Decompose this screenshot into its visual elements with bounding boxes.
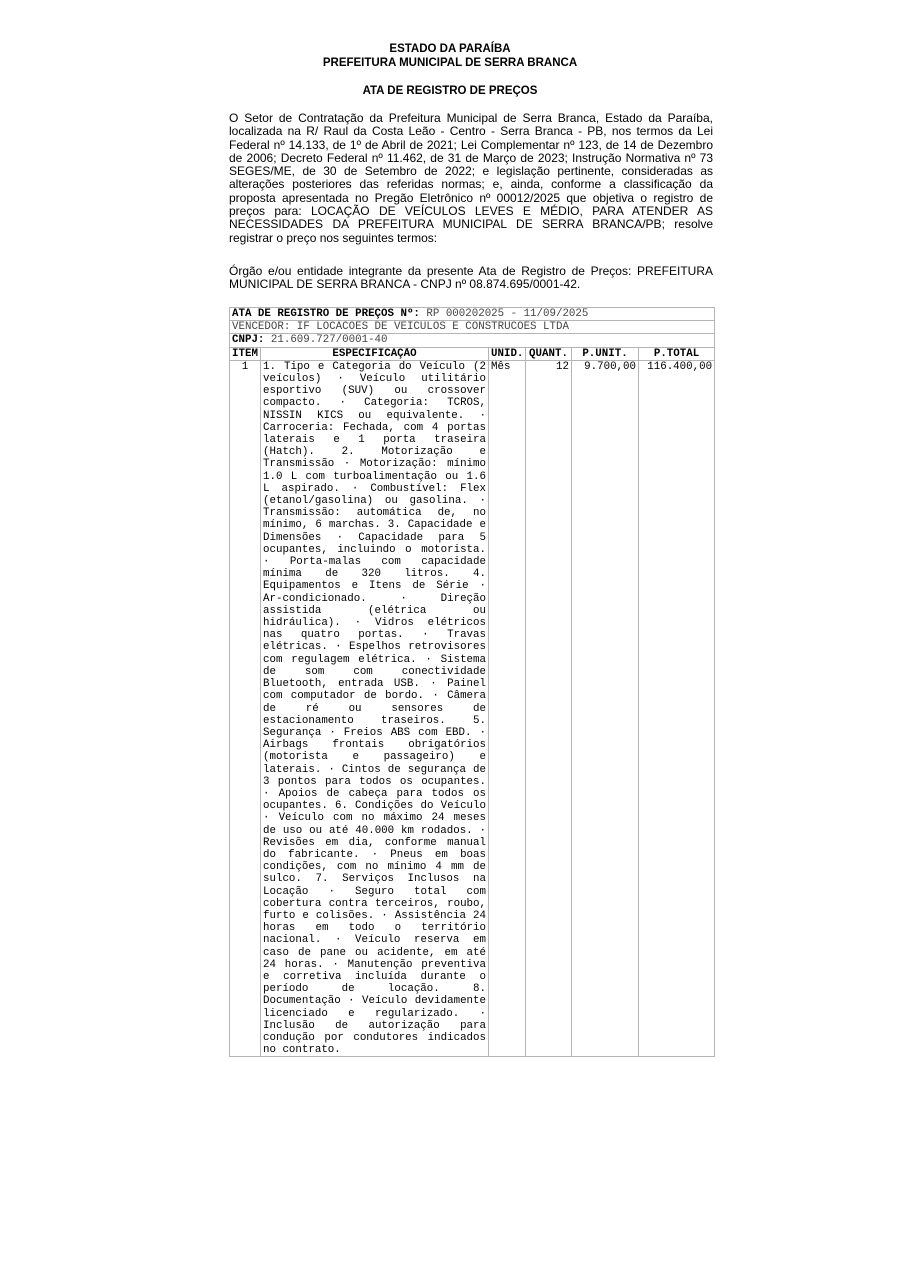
entity-paragraph: Órgão e/ou entidade integrante da presente Ata de Registro de Preços: PREFEITURA MUNICIPAL DE SERRA BRANCA - CNPJ nº 08.874.695/0001-42. <box>229 264 713 292</box>
table-row <box>230 360 715 1057</box>
item-specification: 1. Tipo e Categoria do Veículo (2 veículos) · Veículo utilitário esportivo (SUV) ou crossover compacto. · Categoria: TCROS, NISSIN KICS ou equivalente. · Carroceria: Fechada, com 4 portas laterais e 1 porta traseira (Hatch). 2. Motorização e Transmissão · Motorização: mínimo 1.0 L com turboalimentação ou 1.6 L aspirado. · Combustível: Flex (etanol/gasolina) ou gasolina. · Transmissão: automática de, no mínimo, 6 marchas. 3. Capacidade e Dimensões · Capacidade para 5 ocupantes, incluindo o motorista. · Porta-malas com capacidade mínima de 320 litros. 4. Equipamentos e Itens de Série · Ar-condicionado. · Direção assistida (elétrica ou hidráulica). · Vidros elétricos nas quatro portas. · Travas elétricas. · Espelhos retrovisores com regulagem elétrica. · Sistema de som com conectividade Bluetooth, entrada USB. · Painel com computador de bordo. · Câmera de ré ou sensores de estacionamento traseiros. 5. Segurança · Freios ABS com EBD. · Airbags frontais obrigatórios (motorista e passageiro) e laterais. · Cintos de segurança de 3 pontos para todos os ocupantes. · Apoios de cabeça para todos os ocupantes. 6. Condições do Veículo · Veículo com no máximo 24 meses de uso ou até 40.000 km rodados. · Revisões em dia, conforme manual do fabricante. · Pneus em boas condições, com no mínimo 4 mm de sulco. 7. Serviços Inclusos na Locação · Seguro total com cobertura contra terceiros, roubo, furto e colisões. · Assistência 24 horas em todo o território nacional. · Veículo reserva em caso de pane ou acidente, em até 24 horas. · Manutenção preventiva e corretiva incluída durante o período de locação. 8. Documentação · Veículo devidamente licenciado e regularizado. · Inclusão de autorização para condução por condutores indicados no contrato. <box>261 360 489 1057</box>
col-header-unit: UNID. <box>489 347 526 360</box>
item-quantity: 12 <box>526 360 572 1057</box>
cnpj-row <box>230 334 715 347</box>
municipality-name: PREFEITURA MUNICIPAL DE SERRA BRANCA <box>322 57 578 69</box>
vendor-name: VENCEDOR: IF LOCACOES DE VEICULOS E CONSTRUCOES LTDA <box>230 321 715 334</box>
ata-number-row <box>230 308 715 321</box>
vendor-row <box>230 321 715 334</box>
col-header-item: ITEM <box>230 347 261 360</box>
col-header-spec: ESPECIFICAÇÃO <box>261 347 489 360</box>
cnpj-label: CNPJ: <box>232 334 265 347</box>
item-number: 1 <box>230 360 261 1057</box>
item-unit: Mês <box>489 360 526 1057</box>
document-title: ATA DE REGISTRO DE PREÇOS <box>362 85 538 97</box>
col-header-qty: QUANT. <box>526 347 572 360</box>
table-header-row <box>230 347 715 360</box>
ata-number-value: RP 000202025 - 11/09/2025 <box>426 308 589 320</box>
col-header-total: P.TOTAL <box>639 347 715 360</box>
item-total-price: 116.400,00 <box>639 360 715 1057</box>
price-registry-table <box>229 307 715 1057</box>
state-name: ESTADO DA PARAÍBA <box>389 43 511 55</box>
item-unit-price: 9.700,00 <box>572 360 639 1057</box>
intro-paragraph: O Setor de Contratação da Prefeitura Municipal de Serra Branca, Estado da Paraíba, localizada na R/ Raul da Costa Leão - Centro - Serra Branca - PB, nos termos da Lei Federal nº 14.133, de 1º de Abril de 2021; Lei Complementar nº 123, de 14 de Dezembro de 2006; Decreto Federal nº 11.462, de 31 de Março de 2023; Instrução Normativa nº 73 SEGES/ME, de 30 de Setembro de 2022; e legislação pertinente, consideradas as alterações posteriores das referidas normas; e, ainda, conforme a classificação da proposta apresentada no Pregão Eletrônico nº 00012/2025 que objetiva o registro de preços para: LOCAÇÃO DE VEÍCULOS LEVES E MÉDIO, PARA ATENDER AS NECESSIDADES DA PREFEITURA MUNICIPAL DE SERRA BRANCA/PB; resolve registrar o preço nos seguintes termos: <box>229 111 713 245</box>
col-header-unit-price: P.UNIT. <box>572 347 639 360</box>
ata-number-label: ATA DE REGISTRO DE PREÇOS Nº: <box>232 308 420 320</box>
cnpj-value: 21.609.727/0001-40 <box>270 334 388 347</box>
